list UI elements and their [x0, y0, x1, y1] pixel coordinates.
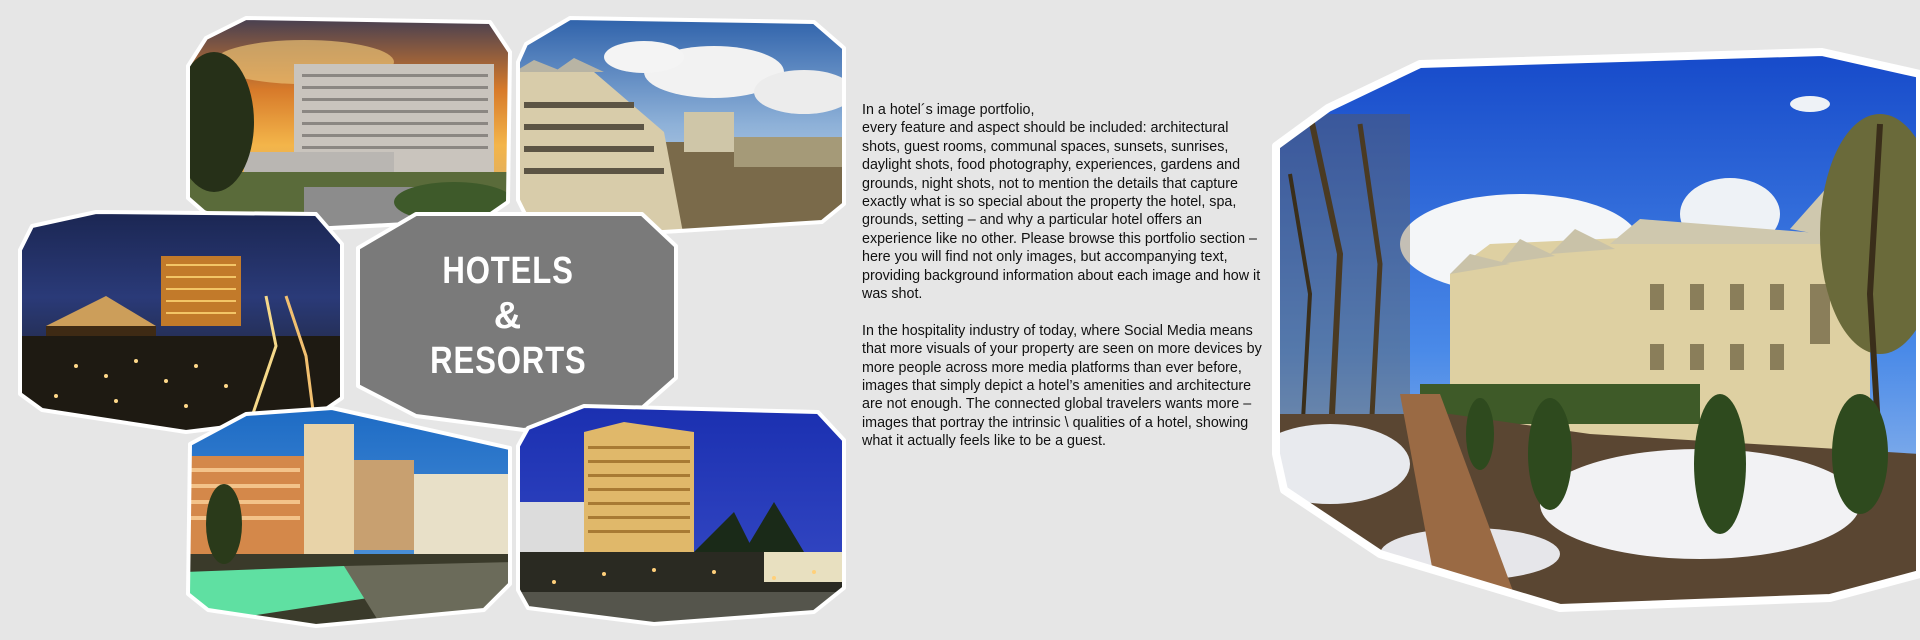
photo-snowy-hotel [1270, 34, 1920, 610]
photo-hotel-sunset [184, 12, 512, 234]
photo-night-cityscape [16, 206, 346, 434]
page-title [352, 212, 664, 420]
photo-hillside-buildings [514, 12, 846, 238]
photo-marriott-tower [514, 402, 846, 628]
portfolio-description [862, 101, 1262, 469]
description-paragraph-1: In a hotel´s image portfolio, every feature and aspect should be included: architectural shots, guest rooms, communal spaces, sunsets, sunrises, daylight shots, food photography, experiences, gardens and grounds, night shots, not to mention the details that capture exactly what is so special about the property the hotel, spa, grounds, setting – and why a particular hotel offers an experience like no other. Please browse this portfolio section – here you will find not only images, but accompanying text, providing background information about each image and how it was shot. [862, 102, 1261, 303]
title-line-ampersand: & [493, 294, 523, 337]
title-line-resorts: RESORTS [429, 339, 587, 382]
photo-pool-dusk [184, 404, 514, 630]
title-line-hotels: HOTELS [442, 249, 574, 292]
description-paragraph-2: In the hospitality industry of today, where Social Media means that more visuals of your property are seen on more devices by more people across more media platforms than ever before, images that simply depict a hotel’s amenities and architecture are not enough. The connected global travelers wants more – images that portray the intrinsic \ qualities of a hotel, showing what it actually feels like to be a guest. [862, 322, 1262, 450]
